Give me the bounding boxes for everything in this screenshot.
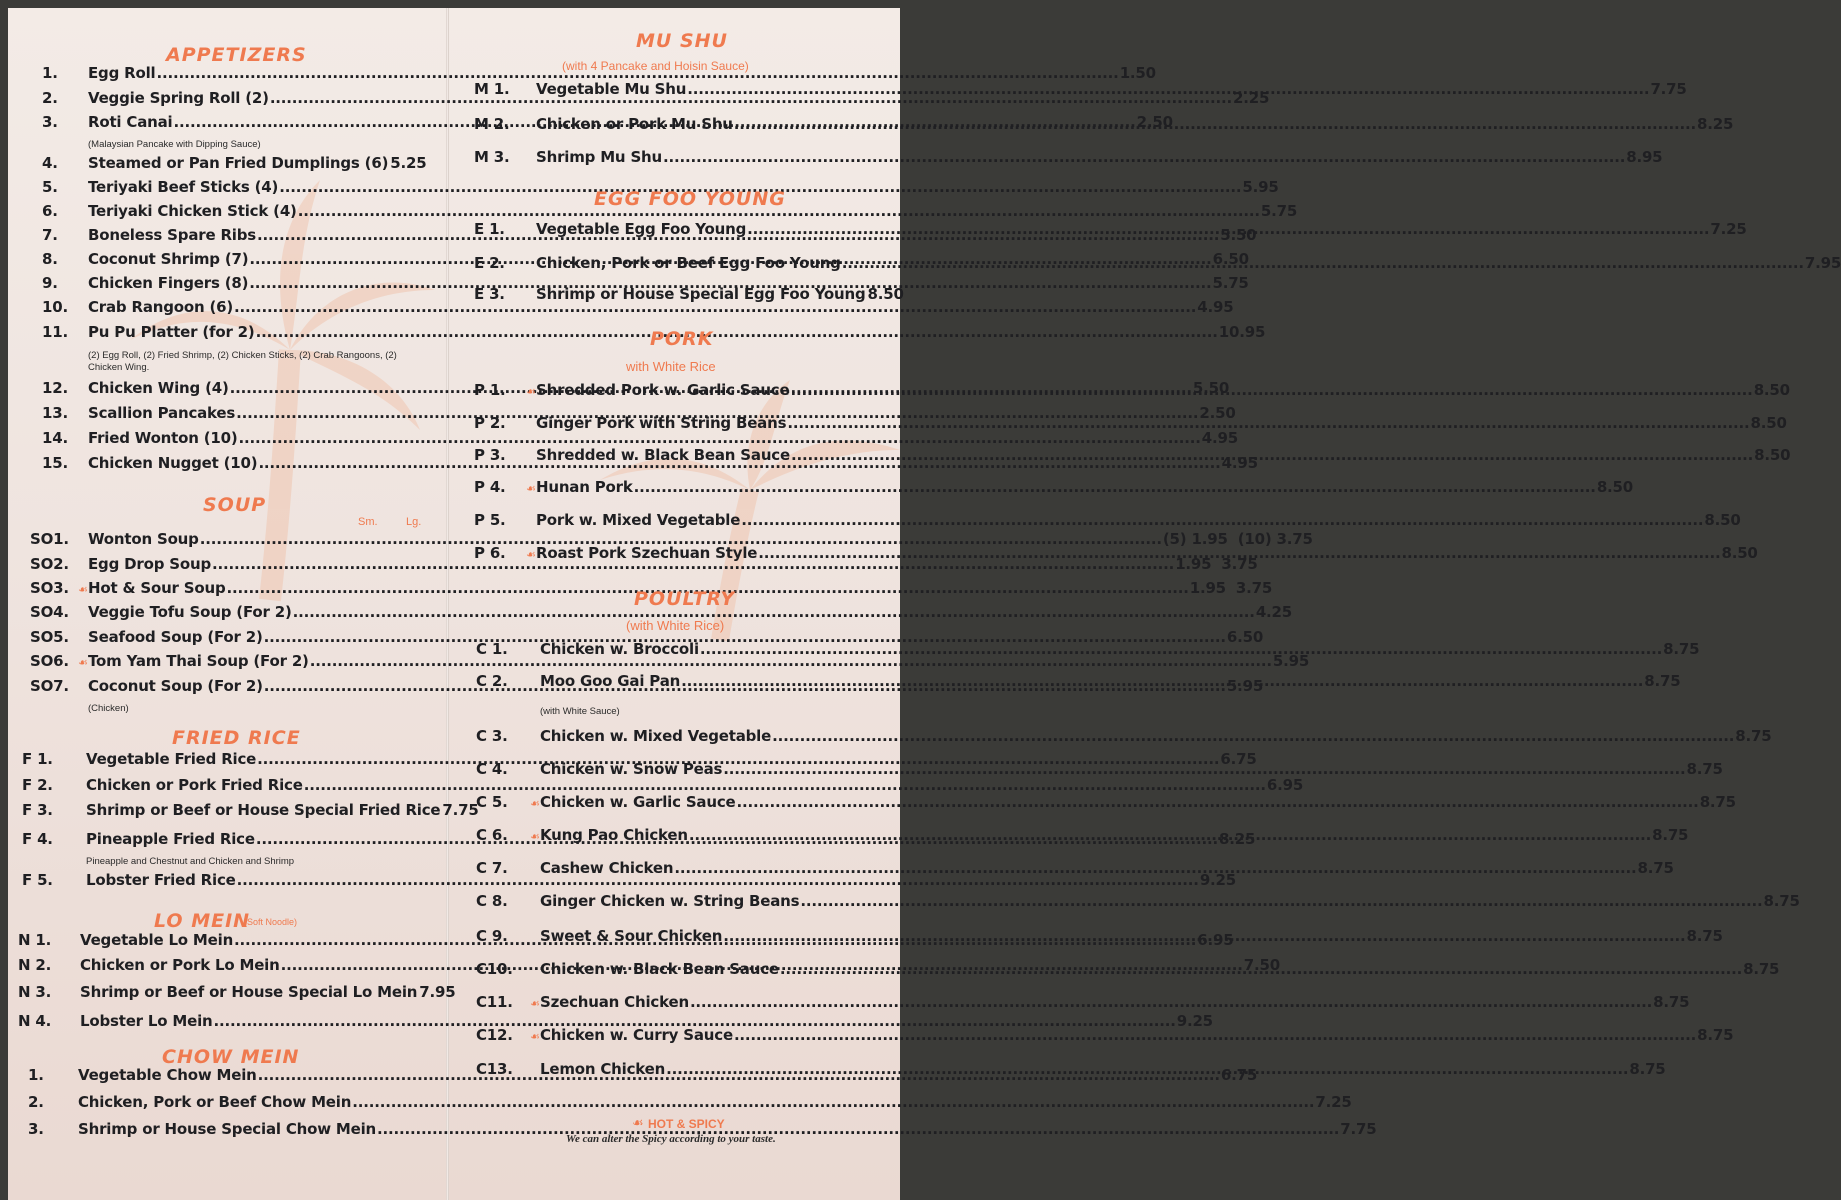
item-price: 8.50 bbox=[1753, 381, 1790, 399]
item-name: Shrimp or Beef or House Special Lo Mein bbox=[80, 983, 418, 1001]
item-name: Pork w. Mixed Vegetable bbox=[536, 511, 741, 529]
item-name: Hot & Sour Soup bbox=[88, 579, 226, 597]
item-code: N 1. bbox=[18, 931, 52, 949]
section-title-fried-rice: FRIED RICE bbox=[172, 727, 301, 749]
item-price: 4.95 bbox=[1221, 454, 1258, 472]
item-price: 8.50 bbox=[1704, 511, 1741, 529]
item-code: C 9. bbox=[476, 927, 508, 945]
item-name: Chicken, Pork or Beef Egg Foo Young bbox=[536, 254, 841, 272]
leader-dots bbox=[256, 323, 1218, 341]
item-price: 5.50 bbox=[1192, 379, 1230, 397]
menu-item-row[interactable] bbox=[18, 983, 456, 1005]
item-name: Crab Rangoon (6) bbox=[88, 298, 234, 316]
item-code: P 3. bbox=[474, 446, 506, 464]
item-price: 8.75 bbox=[1663, 640, 1700, 658]
item-price: 4.25 bbox=[1255, 603, 1293, 621]
item-code: SO3. bbox=[30, 579, 69, 597]
item-code: M 3. bbox=[474, 148, 510, 166]
item-name: Pineapple Fried Rice bbox=[86, 830, 255, 848]
item-code: F 5. bbox=[22, 871, 53, 889]
item-code: P 4. bbox=[474, 478, 506, 496]
menu-item-row[interactable] bbox=[474, 148, 1663, 170]
item-name: Chicken or Pork Mu Shu bbox=[536, 115, 733, 133]
item-code: C 2. bbox=[476, 672, 508, 690]
item-code: P 2. bbox=[474, 414, 506, 432]
leader-dots bbox=[800, 892, 1762, 910]
item-name: Shredded Pork w. Garlic Sauce bbox=[536, 381, 790, 399]
item-code: 3. bbox=[28, 1120, 44, 1138]
item-code: F 1. bbox=[22, 750, 53, 768]
menu-item-row[interactable] bbox=[42, 429, 1238, 451]
column-header-large: Lg. bbox=[406, 516, 422, 528]
leader-dots bbox=[780, 960, 1742, 978]
menu-item-row[interactable] bbox=[476, 993, 1690, 1015]
item-price: 8.75 bbox=[1652, 826, 1689, 844]
item-code: 7. bbox=[42, 226, 58, 244]
item-code: 4. bbox=[42, 154, 58, 172]
menu-item-row[interactable] bbox=[474, 511, 1741, 533]
leader-dots bbox=[674, 859, 1636, 877]
menu-item-row[interactable] bbox=[30, 652, 1310, 674]
item-price: 6.95 bbox=[1197, 931, 1234, 949]
leader-dots bbox=[689, 826, 1651, 844]
item-note: (with White Sauce) bbox=[540, 706, 620, 717]
leader-dots bbox=[723, 760, 1685, 778]
item-code: 13. bbox=[42, 404, 68, 422]
chili-pepper-icon: ☙ bbox=[78, 583, 88, 596]
item-name: Chicken Nugget (10) bbox=[88, 454, 258, 472]
item-code: 3. bbox=[42, 113, 58, 131]
menu-item-row[interactable] bbox=[22, 801, 479, 823]
leader-dots bbox=[377, 1120, 1339, 1138]
leader-dots bbox=[687, 80, 1649, 98]
item-code: P 6. bbox=[474, 544, 506, 562]
item-name: Tom Yam Thai Soup (For 2) bbox=[88, 652, 309, 670]
item-code: SO7. bbox=[30, 677, 69, 695]
item-code: C10. bbox=[476, 960, 513, 978]
item-price: 1.50 bbox=[1119, 64, 1156, 82]
item-code: C 8. bbox=[476, 892, 508, 910]
section-title-pork: PORK bbox=[650, 328, 714, 350]
item-price: 8.25 bbox=[1696, 115, 1734, 133]
item-name: Fried Wonton (10) bbox=[88, 429, 238, 447]
item-name: Lemon Chicken bbox=[540, 1060, 666, 1078]
leader-dots bbox=[734, 1026, 1696, 1044]
item-code: 2. bbox=[42, 89, 58, 107]
menu-item-row[interactable] bbox=[42, 298, 1234, 320]
item-price: 8.75 bbox=[1743, 960, 1780, 978]
item-name: Szechuan Chicken bbox=[540, 993, 689, 1011]
item-name: Roast Pork Szechuan Style bbox=[536, 544, 758, 562]
item-name: Teriyaki Chicken Stick (4) bbox=[88, 202, 297, 220]
section-subtitle-lo-mein: (Soft Noodle) bbox=[244, 917, 298, 927]
section-title-chow-mein: CHOW MEIN bbox=[162, 1046, 300, 1068]
menu-item-row[interactable] bbox=[474, 285, 904, 307]
chili-pepper-icon: ☙ bbox=[530, 997, 540, 1010]
item-price: 2.50 bbox=[1136, 113, 1173, 131]
item-code: N 2. bbox=[18, 956, 52, 974]
hot-and-spicy-legend: HOT & SPICY bbox=[648, 1117, 725, 1131]
item-code: E 2. bbox=[474, 254, 505, 272]
item-code: 5. bbox=[42, 178, 58, 196]
item-price: 8.75 bbox=[1763, 892, 1800, 910]
item-code: C 7. bbox=[476, 859, 508, 877]
item-name: Lobster Lo Mein bbox=[80, 1012, 213, 1030]
item-price: 3.75 bbox=[1235, 579, 1273, 597]
section-title-mu-shu: MU SHU bbox=[636, 30, 728, 52]
item-note: (Malaysian Pancake with Dipping Sauce) bbox=[88, 139, 261, 150]
item-code: 2. bbox=[28, 1093, 44, 1111]
item-name: Chicken Fingers (8) bbox=[88, 274, 249, 292]
section-title-appetizers: APPETIZERS bbox=[166, 44, 307, 66]
item-price: 6.75 bbox=[1220, 750, 1257, 768]
menu-item-row[interactable] bbox=[476, 892, 1800, 914]
item-price: 7.50 bbox=[1243, 956, 1281, 974]
item-price: 8.75 bbox=[1735, 727, 1772, 745]
leader-dots bbox=[293, 603, 1255, 621]
item-price: 5.50 bbox=[1220, 226, 1257, 244]
leader-dots bbox=[842, 254, 1804, 272]
item-price: 6.50 bbox=[1226, 628, 1264, 646]
item-code: F 4. bbox=[22, 830, 53, 848]
item-code: SO2. bbox=[30, 555, 69, 573]
item-name: Ginger Chicken w. String Beans bbox=[540, 892, 800, 910]
item-price: 5.95 bbox=[1272, 652, 1310, 670]
menu-item-row[interactable] bbox=[22, 871, 1237, 893]
item-name: Coconut Shrimp (7) bbox=[88, 250, 249, 268]
item-price: 4.95 bbox=[1201, 429, 1238, 447]
item-price: 7.95 bbox=[419, 983, 456, 1001]
item-name: Vegetable Egg Foo Young bbox=[536, 220, 747, 238]
leader-dots bbox=[790, 381, 1752, 399]
menu-item-row[interactable] bbox=[28, 1093, 1352, 1115]
item-code: 11. bbox=[42, 323, 68, 341]
chili-pepper-icon: ☙ bbox=[530, 830, 540, 843]
item-code: F 2. bbox=[22, 776, 53, 794]
item-price: 8.75 bbox=[1637, 859, 1674, 877]
item-name: Egg Roll bbox=[88, 64, 156, 82]
menu-item-row[interactable] bbox=[18, 1012, 1213, 1034]
leader-dots bbox=[634, 478, 1596, 496]
item-name: Chicken w. Garlic Sauce bbox=[540, 793, 736, 811]
item-price: 8.75 bbox=[1629, 1060, 1666, 1078]
item-code: SO6. bbox=[30, 652, 69, 670]
leader-dots bbox=[787, 414, 1749, 432]
item-code: 12. bbox=[42, 379, 68, 397]
item-name: Ginger Pork with String Beans bbox=[536, 414, 787, 432]
leader-dots bbox=[772, 727, 1734, 745]
item-price: 9.25 bbox=[1176, 1012, 1213, 1030]
item-price: 8.75 bbox=[1697, 1026, 1734, 1044]
leader-dots bbox=[747, 220, 1709, 238]
leader-dots bbox=[791, 446, 1753, 464]
item-name: Wonton Soup bbox=[88, 530, 199, 548]
item-name: Chicken w. Snow Peas bbox=[540, 760, 723, 778]
section-title-egg-foo-young: EGG FOO YOUNG bbox=[594, 188, 786, 210]
item-price: 10.95 bbox=[1218, 323, 1266, 341]
item-code: 6. bbox=[42, 202, 58, 220]
leader-dots bbox=[681, 672, 1643, 690]
section-title-poultry: POULTRY bbox=[634, 588, 736, 610]
item-name: Shredded w. Black Bean Sauce bbox=[536, 446, 790, 464]
menu-item-row[interactable] bbox=[474, 414, 1787, 436]
item-name: Coconut Soup (For 2) bbox=[88, 677, 263, 695]
item-price: 8.75 bbox=[1653, 993, 1690, 1011]
menu-item-row[interactable] bbox=[476, 793, 1736, 815]
item-price: 8.75 bbox=[1686, 760, 1723, 778]
item-note: Pineapple and Chestnut and Chicken and Shrimp bbox=[86, 856, 295, 867]
menu-item-row[interactable] bbox=[476, 760, 1723, 782]
leader-dots bbox=[741, 511, 1703, 529]
item-code: 14. bbox=[42, 429, 68, 447]
column-header-small: Sm. bbox=[358, 516, 378, 528]
leader-dots bbox=[666, 1060, 1628, 1078]
item-name: Shrimp Mu Shu bbox=[536, 148, 662, 166]
leader-dots bbox=[663, 148, 1625, 166]
item-code: E 1. bbox=[474, 220, 505, 238]
item-price: 5.75 bbox=[1260, 202, 1298, 220]
menu-item-row[interactable] bbox=[22, 776, 1304, 798]
item-name: Roti Canai bbox=[88, 113, 173, 131]
item-price: 3.75 bbox=[1221, 555, 1258, 573]
item-name: Chicken Wing (4) bbox=[88, 379, 229, 397]
item-name: Veggie Tofu Soup (For 2) bbox=[88, 603, 292, 621]
item-price: 5.95 bbox=[1226, 677, 1264, 695]
section-title-soup: SOUP bbox=[203, 494, 267, 516]
item-code: 8. bbox=[42, 250, 58, 268]
leader-dots bbox=[736, 793, 1698, 811]
item-price: 5.25 bbox=[390, 154, 427, 172]
item-code: 10. bbox=[42, 298, 68, 316]
item-price: 8.50 bbox=[867, 285, 904, 303]
item-price: 8.50 bbox=[1750, 414, 1787, 432]
item-price: 6.50 bbox=[1212, 250, 1249, 268]
menu-item-row[interactable] bbox=[30, 555, 1258, 577]
item-name: Chicken w. Curry Sauce bbox=[540, 1026, 733, 1044]
item-name: Seafood Soup (For 2) bbox=[88, 628, 263, 646]
item-name: Shrimp or Beef or House Special Fried Rice bbox=[86, 801, 441, 819]
item-price: 5.95 bbox=[1242, 178, 1279, 196]
item-name: Chicken w. Black Bean Sauce bbox=[540, 960, 779, 978]
item-price: 8.95 bbox=[1626, 148, 1663, 166]
chili-pepper-icon: ☙ bbox=[526, 548, 536, 561]
item-price: (10) 3.75 bbox=[1237, 530, 1313, 548]
item-code: SO1. bbox=[30, 530, 69, 548]
chili-pepper-icon: ☙ bbox=[78, 656, 88, 669]
item-code: 1. bbox=[28, 1066, 44, 1084]
item-code: C 5. bbox=[476, 793, 508, 811]
item-price: 8.75 bbox=[1699, 793, 1736, 811]
item-price: 2.25 bbox=[1233, 89, 1270, 107]
item-price-small: 1.95 bbox=[1175, 555, 1212, 573]
item-price: 2.50 bbox=[1199, 404, 1236, 422]
item-code: C 6. bbox=[476, 826, 508, 844]
item-name: Chicken w. Broccoli bbox=[540, 640, 699, 658]
item-code: SO4. bbox=[30, 603, 69, 621]
item-code: C11. bbox=[476, 993, 513, 1011]
item-name: Pu Pu Platter (for 2) bbox=[88, 323, 255, 341]
item-code: P 5. bbox=[474, 511, 506, 529]
item-name: Hunan Pork bbox=[536, 478, 633, 496]
item-code: M 2. bbox=[474, 115, 510, 133]
leader-dots bbox=[700, 640, 1662, 658]
item-code: C13. bbox=[476, 1060, 513, 1078]
item-name: Shrimp or House Special Chow Mein bbox=[78, 1120, 377, 1138]
item-price-small: (5) 1.95 bbox=[1162, 530, 1228, 548]
item-name: Vegetable Chow Mein bbox=[78, 1066, 257, 1084]
item-price: 8.75 bbox=[1686, 927, 1723, 945]
chili-pepper-icon: ☙ bbox=[526, 482, 536, 495]
leader-dots bbox=[690, 993, 1652, 1011]
chili-pepper-icon: ☙ bbox=[526, 385, 536, 398]
item-code: P 1. bbox=[474, 381, 506, 399]
item-price: 6.95 bbox=[1266, 776, 1304, 794]
item-code: C12. bbox=[476, 1026, 513, 1044]
item-name: Teriyaki Beef Sticks (4) bbox=[88, 178, 279, 196]
item-name: Moo Goo Gai Pan bbox=[540, 672, 681, 690]
item-name: Vegetable Mu Shu bbox=[536, 80, 687, 98]
section-subtitle-mu-shu: (with 4 Pancake and Hoisin Sauce) bbox=[562, 59, 749, 73]
item-note: (Chicken) bbox=[88, 703, 129, 714]
item-name: Lobster Fried Rice bbox=[86, 871, 236, 889]
leader-dots bbox=[723, 927, 1685, 945]
item-price: 8.50 bbox=[1754, 446, 1791, 464]
menu-item-row[interactable] bbox=[476, 1026, 1734, 1048]
item-code: N 4. bbox=[18, 1012, 52, 1030]
item-code: C 3. bbox=[476, 727, 508, 745]
item-name: Egg Drop Soup bbox=[88, 555, 211, 573]
item-name: Shrimp or House Special Egg Foo Young bbox=[536, 285, 866, 303]
item-name: Chicken, Pork or Beef Chow Mein bbox=[78, 1093, 352, 1111]
menu-item-row[interactable] bbox=[30, 530, 1313, 552]
item-price: 7.75 bbox=[1650, 80, 1687, 98]
item-name: Steamed or Pan Fried Dumplings (6) bbox=[88, 154, 389, 172]
chili-pepper-icon: ☙ bbox=[632, 1115, 644, 1130]
item-code: N 3. bbox=[18, 983, 52, 1001]
item-name: Chicken w. Mixed Vegetable bbox=[540, 727, 772, 745]
item-price: 5.75 bbox=[1212, 274, 1249, 292]
spicy-note: We can alter the Spicy according to your taste. bbox=[566, 1133, 776, 1145]
leader-dots bbox=[758, 544, 1720, 562]
item-name: Scallion Pancakes bbox=[88, 404, 236, 422]
item-price: 7.25 bbox=[1315, 1093, 1352, 1111]
item-code: C 4. bbox=[476, 760, 508, 778]
item-name: Kung Pao Chicken bbox=[540, 826, 688, 844]
chili-pepper-icon: ☙ bbox=[530, 797, 540, 810]
item-code: 9. bbox=[42, 274, 58, 292]
leader-dots bbox=[352, 1093, 1314, 1111]
item-price: 7.25 bbox=[1710, 220, 1747, 238]
section-title-lo-mein: LO MEIN bbox=[154, 910, 251, 932]
item-note: (2) Egg Roll, (2) Fried Shrimp, (2) Chicken Sticks, (2) Crab Rangoons, (2) Chicken Wing. bbox=[88, 350, 397, 373]
item-code: E 3. bbox=[474, 285, 505, 303]
menu-item-row[interactable] bbox=[476, 727, 1772, 749]
item-price: 8.25 bbox=[1219, 830, 1256, 848]
leader-dots bbox=[734, 115, 1696, 133]
item-name: Chicken or Pork Fried Rice bbox=[86, 776, 303, 794]
item-price: 8.50 bbox=[1721, 544, 1758, 562]
item-code: 1. bbox=[42, 64, 58, 82]
item-code: SO5. bbox=[30, 628, 69, 646]
section-subtitle-pork: with White Rice bbox=[626, 359, 716, 374]
item-price: 7.75 bbox=[1340, 1120, 1377, 1138]
item-price-small: 1.95 bbox=[1189, 579, 1226, 597]
item-code: M 1. bbox=[474, 80, 510, 98]
item-name: Vegetable Lo Mein bbox=[80, 931, 234, 949]
section-subtitle-poultry: (with White Rice) bbox=[626, 618, 725, 633]
menu-item-row[interactable] bbox=[42, 154, 427, 176]
item-price: 8.50 bbox=[1596, 478, 1634, 496]
item-code: F 3. bbox=[22, 801, 53, 819]
item-code: C 1. bbox=[476, 640, 508, 658]
item-name: Boneless Spare Ribs bbox=[88, 226, 256, 244]
item-price: 4.95 bbox=[1197, 298, 1234, 316]
item-price: 8.75 bbox=[1644, 672, 1681, 690]
item-name: Veggie Spring Roll (2) bbox=[88, 89, 269, 107]
item-name: Vegetable Fried Rice bbox=[86, 750, 257, 768]
item-name: Sweet & Sour Chicken bbox=[540, 927, 723, 945]
menu-item-row[interactable] bbox=[30, 603, 1293, 625]
item-price: 6.75 bbox=[1220, 1066, 1258, 1084]
item-price: 7.95 bbox=[1804, 254, 1841, 272]
item-name: Chicken or Pork Lo Mein bbox=[80, 956, 280, 974]
item-code: 15. bbox=[42, 454, 68, 472]
item-name: Cashew Chicken bbox=[540, 859, 674, 877]
menu-item-row[interactable] bbox=[42, 202, 1298, 224]
item-price: 9.25 bbox=[1199, 871, 1237, 889]
item-price: 7.75 bbox=[442, 801, 479, 819]
chili-pepper-icon: ☙ bbox=[530, 1030, 540, 1043]
menu-item-row[interactable] bbox=[474, 478, 1634, 500]
